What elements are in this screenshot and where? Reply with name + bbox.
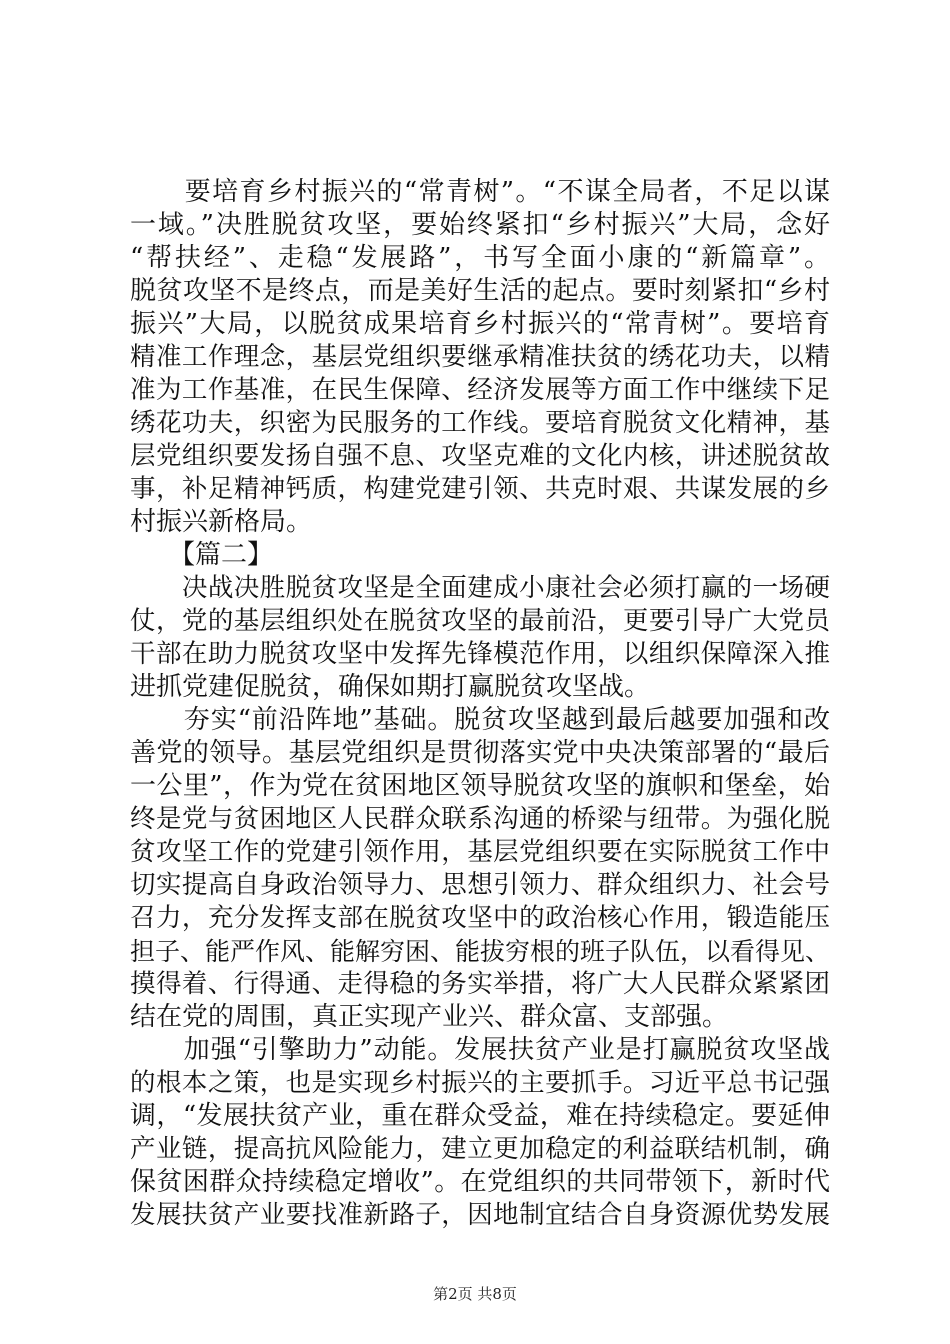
text-line: 脱贫攻坚不是终点，而是美好生活的起点。要时刻紧扣“乡村	[130, 276, 830, 306]
text-line: 终是党与贫困地区人民群众联系沟通的桥梁与纽带。为强化脱	[130, 804, 830, 834]
text-line: 调，“发展扶贫产业，重在群众受益，难在持续稳定。要延伸	[130, 1101, 830, 1131]
text-line: 产业链，提高抗风险能力，建立更加稳定的利益联结机制，确	[130, 1134, 830, 1164]
text-line: 层党组织要发扬自强不息、攻坚克难的文化内核，讲述脱贫故	[130, 441, 830, 471]
text-line: 准为工作基准，在民生保障、经济发展等方面工作中继续下足	[130, 375, 830, 405]
text-line: 绣花功夫，织密为民服务的工作线。要培育脱贫文化精神，基	[130, 408, 830, 438]
text-line: 仗，党的基层组织处在脱贫攻坚的最前沿，更要引导广大党员	[130, 606, 830, 636]
text-line: 发展扶贫产业要找准新路子，因地制宜结合自身资源优势发展	[130, 1200, 830, 1230]
text-line: 善党的领导。基层党组织是贯彻落实党中央决策部署的“最后	[130, 738, 830, 768]
text-line: 一公里”，作为党在贫困地区领导脱贫攻坚的旗帜和堡垒，始	[130, 771, 830, 801]
text-line: 的根本之策，也是实现乡村振兴的主要抓手。习近平总书记强	[130, 1068, 830, 1098]
text-line: 进抓党建促脱贫，确保如期打赢脱贫攻坚战。	[130, 672, 651, 702]
text-line: 振兴”大局，以脱贫成果培育乡村振兴的“常青树”。要培育	[130, 309, 830, 339]
text-line: 加强“引擎助力”动能。发展扶贫产业是打赢脱贫攻坚战	[130, 1035, 830, 1065]
text-line: 【篇二】	[130, 540, 274, 570]
text-line: 村振兴新格局。	[130, 507, 313, 537]
text-line: 精准工作理念，基层党组织要继承精准扶贫的绣花功夫，以精	[130, 342, 830, 372]
text-line: 担子、能严作风、能解穷困、能拔穷根的班子队伍，以看得见、	[130, 937, 831, 966]
text-line: 干部在助力脱贫攻坚中发挥先锋模范作用，以组织保障深入推	[130, 639, 830, 669]
text-line: 一域。”决胜脱贫攻坚，要始终紧扣“乡村振兴”大局，念好	[130, 210, 830, 240]
text-line: 事，补足精神钙质，构建党建引领、共克时艰、共谋发展的乡	[130, 474, 830, 504]
text-line: 切实提高自身政治领导力、思想引领力、群众组织力、社会号	[130, 870, 830, 900]
document-body	[130, 176, 830, 1232]
text-line: 要培育乡村振兴的“常青树”。“不谋全局者，不足以谋	[130, 177, 830, 207]
text-line: 保贫困群众持续稳定增收”。在党组织的共同带领下，新时代	[130, 1167, 830, 1197]
page-footer: 第2页 共8页	[433, 1285, 517, 1303]
text-line: 夯实“前沿阵地”基础。脱贫攻坚越到最后越要加强和改	[130, 705, 830, 735]
text-line: “帮扶经”、走稳“发展路”，书写全面小康的“新篇章”。	[130, 243, 830, 273]
text-line: 结在党的周围，真正实现产业兴、群众富、支部强。	[130, 1002, 729, 1032]
text-line: 召力，充分发挥支部在脱贫攻坚中的政治核心作用，锻造能压	[130, 903, 830, 933]
text-line: 决战决胜脱贫攻坚是全面建成小康社会必须打赢的一场硬	[130, 573, 830, 603]
text-line: 贫攻坚工作的党建引领作用，基层党组织要在实际脱贫工作中	[130, 837, 830, 867]
text-line: 摸得着、行得通、走得稳的务实举措，将广大人民群众紧紧团	[130, 969, 830, 999]
